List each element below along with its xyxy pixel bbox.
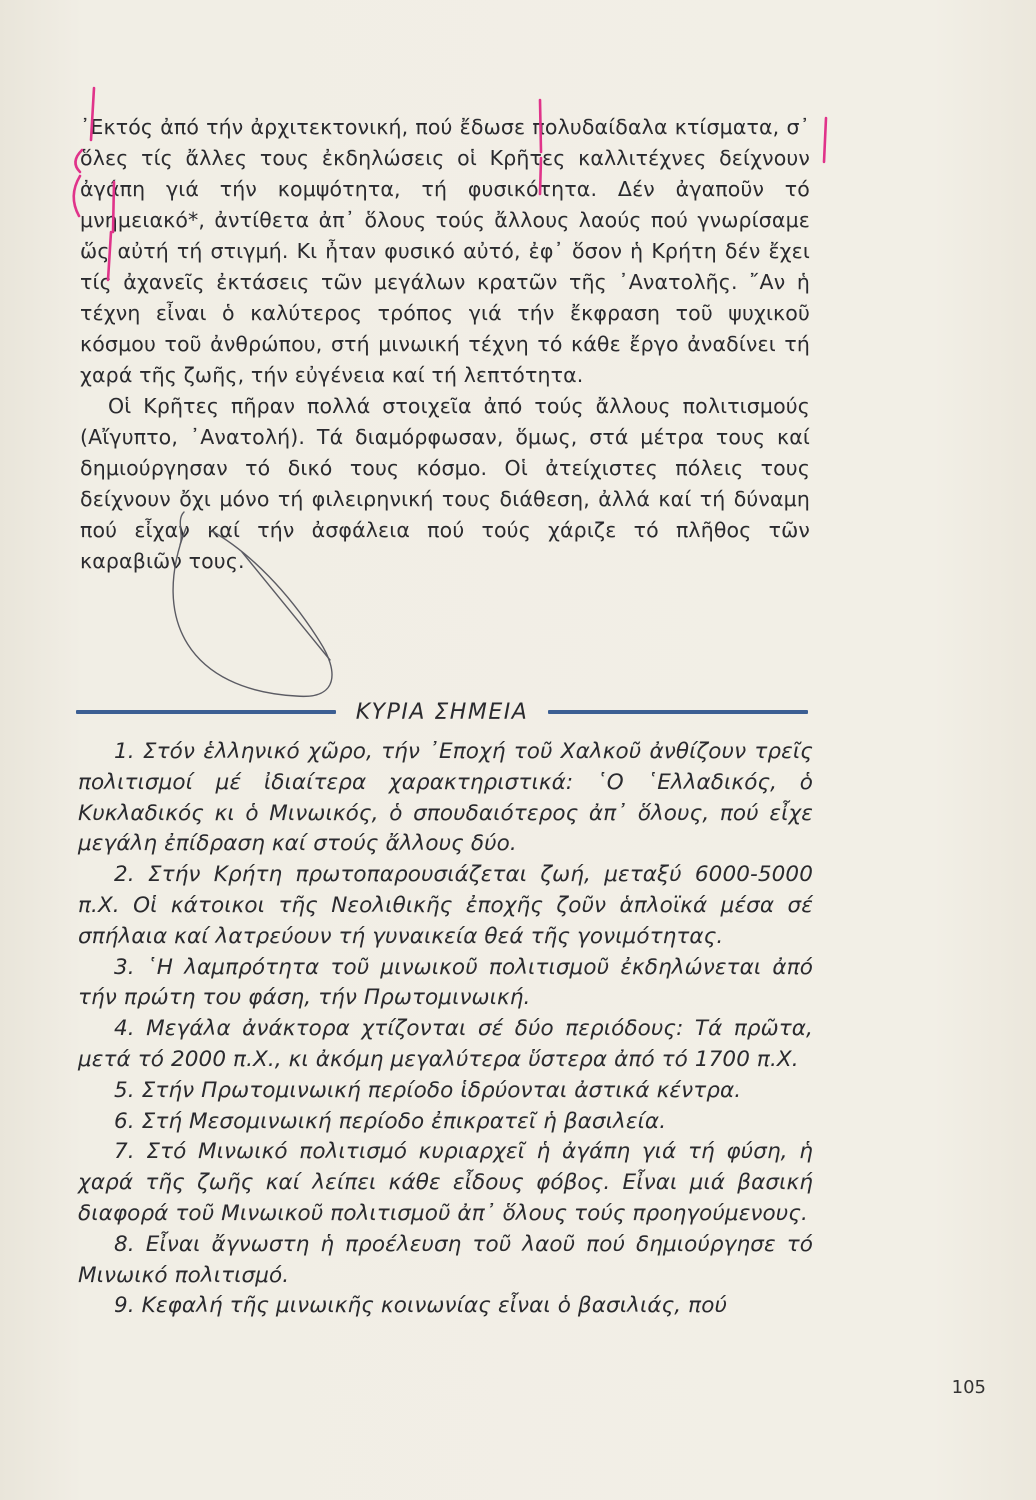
- section-heading-row: [76, 692, 808, 732]
- section-heading: ΚΥΡΙΑ ΣΗΜΕΙΑ: [355, 699, 529, 725]
- paragraph-art: ᾿Εκτός ἀπό τήν ἀρχιτεκτονική, πού ἔδωσε πολυδαίδαλα κτίσματα, σ᾿ ὅλες τίς ἄλλες τους ἐκδηλώσεις οἱ Κρῆτες καλλιτέχνες δείχνουν ἀγάπη γιά τήν κομψότητα, τή φυσικότητα. Δέν ἀγαποῦν τό μνημειακό*, ἀντίθετα ἀπ᾿ ὅλους τούς ἄλλους λαούς πού γνωρίσαμε ὥς αὐτή τή στιγμή. Κι ἦταν φυσικό αὐτό, ἐφ᾿ ὅσον ἡ Κρήτη δέν ἔχει τίς ἀχανεῖς ἐκτάσεις τῶν μεγάλων κρατῶν τῆς ᾿Ανατολῆς. ῎Αν ἡ τέχνη εἶναι ὁ καλύτερος τρόπος γιά τήν ἔκφραση τοῦ ψυχικοῦ κόσμου τοῦ ἀνθρώπου, στή μινωική τέχνη τό κάθε ἔργο ἀναδίνει τή χαρά τῆς ζωῆς, τήν εὐγένεια καί τή λεπτότητα.: [80, 115, 810, 387]
- key-point-6: 6. Στή Μεσομινωική περίοδο ἐπικρατεῖ ἡ βασιλεία.: [114, 1108, 667, 1134]
- heading-rule-right: [548, 710, 808, 714]
- key-point-4: 4. Μεγάλα ἀνάκτορα χτίζονται σέ δύο περιόδους: Τά πρῶτα, μετά τό 2000 π.Χ., κι ἀκόμη μεγαλύτερα ὕστερα ἀπό τό 1700 π.Χ.: [78, 1016, 813, 1072]
- body-text: [80, 112, 810, 577]
- page-number: 105: [951, 1377, 986, 1398]
- key-point-3: 3. ῾Η λαμπρότητα τοῦ μινωικοῦ πολιτισμοῦ ἐκδηλώνεται ἀπό τήν πρώτη του φάση, τήν Πρωτομινωική.: [78, 954, 813, 1011]
- paragraph-influences: Οἱ Κρῆτες πῆραν πολλά στοιχεῖα ἀπό τούς ἄλλους πολιτισμούς (Αἴγυπτο, ᾿Ανατολή). Τά διαμόρφωσαν, ὅμως, στά μέτρα τους καί δημιούργησαν τό δικό τους κόσμο. Οἱ ἀτείχιστες πόλεις τους δείχνουν ὄχι μόνο τή φιλειρηνική τους διάθεση, ἀλλά καί τή δύναμη πού εἶχαν καί τήν ἀσφάλεια πού τούς χάριζε τό πλῆθος τῶν καραβιῶν τους.: [80, 394, 810, 573]
- heading-rule-left: [76, 710, 336, 714]
- key-point-7: 7. Στό Μινωικό πολιτισμό κυριαρχεῖ ἡ ἀγάπη γιά τή φύση, ἡ χαρά τῆς ζωῆς καί λείπει κάθε εἶδους φόβος. Εἶναι μιά βασική διαφορά τοῦ Μινωικοῦ πολιτισμοῦ ἀπ᾿ ὅλους τούς προηγούμενους.: [78, 1139, 813, 1226]
- key-point-2: 2. Στήν Κρήτη πρωτοπαρουσιάζεται ζωή, μεταξύ 6000-5000 π.Χ. Οἱ κάτοικοι τῆς Νεολιθικῆς ἐποχῆς ζοῦν ἁπλοϊκά μέσα σέ σπήλαια καί λατρεύουν τή γυναικεία θεά τῆς γονιμότητας.: [78, 862, 813, 949]
- key-point-5: 5. Στήν Πρωτομινωική περίοδο ἱδρύονται ἀστικά κέντρα.: [114, 1077, 742, 1103]
- key-point-8: 8. Εἶναι ἄγνωστη ἡ προέλευση τοῦ λαοῦ πού δημιούργησε τό Μινωικό πολιτισμό.: [78, 1231, 813, 1288]
- pen-mark-right: [824, 118, 826, 162]
- key-points-list: [78, 737, 813, 1322]
- key-point-1: 1. Στόν ἑλληνικό χῶρο, τήν ᾿Εποχή τοῦ Χαλκοῦ ἀνθίζουν τρεῖς πολιτισμοί μέ ἰδιαίτερα χαρακτηριστικά: ῾Ο ῾Ελλαδικός, ὁ Κυκλαδικός κι ὁ Μινωικός, ὁ σπουδαιότερος ἀπ᾿ ὅλους, πού εἶχε μεγάλη ἐπίδραση καί στούς ἄλλους δύο.: [78, 739, 813, 857]
- key-point-9: 9. Κεφαλή τῆς μινωικῆς κοινωνίας εἶναι ὁ βασιλιάς, πού: [114, 1293, 728, 1319]
